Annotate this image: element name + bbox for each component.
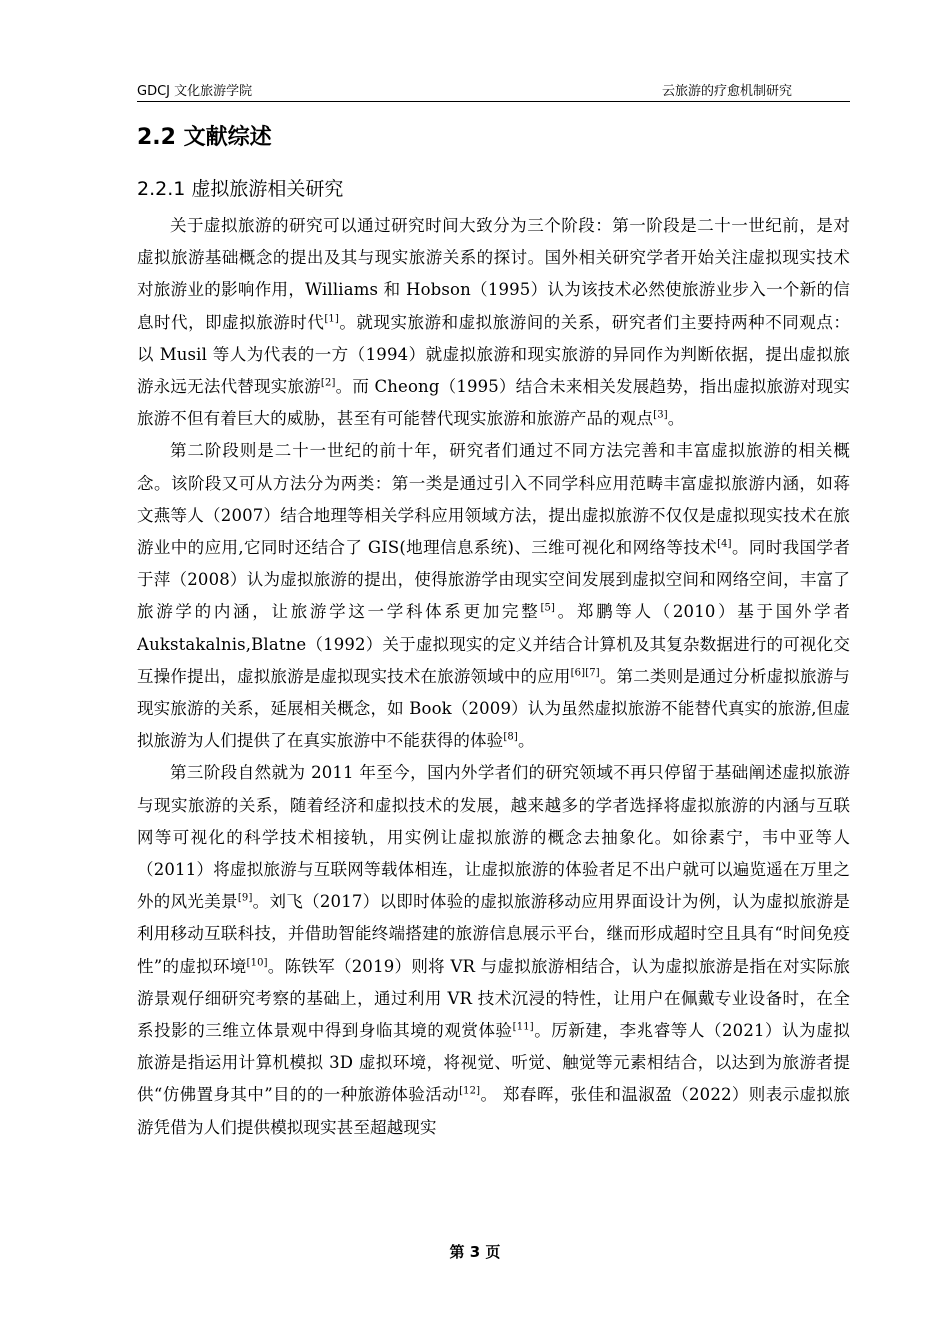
paragraph-3: 第三阶段自然就为 2011 年至今，国内外学者们的研究领域不再只停留于基础阐述虚拟旅游与现实旅游的关系，随着经济和虚拟技术的发展，越来越多的学者选择将虚拟旅游的内涵与互联网等可视化的科学技术相接轨，用实例让虚拟旅游的概念去抽象化。如徐素宁，韦中亚等人（2011）将虚拟旅游与互联网等载体相连，让虚拟旅游的体验者足不出户就可以遍览遥在万里之外的风光美景[9]。刘飞（2017）以即时体验的虚拟旅游移动应用界面设计为例，认为虚拟旅游是利用移动互联科技，并借助智能终端搭建的旅游信息展示平台，继而形成超时空且具有“时间免疫性”的虚拟环境[10]。陈铁军（2019）则将 VR 与虚拟旅游相结合，认为虚拟旅游是指在对实际旅游景观仔细研究考察的基础上，通过利用 VR 技术沉浸的特性，让用户在佩戴专业设备时，在全系投影的三维立体景观中得到身临其境的观赏体验[11]。厉新建，李兆睿等人（2021）认为虚拟旅游是指运用计算机模拟 3D 虚拟环境，将视觉、听觉、触觉等元素相结合，以达到为旅游者提供“仿佛置身其中”目的的一种旅游体验活动[12]。 郑春晖，张佳和温淑盈（2022）则表示虚拟旅游凭借为人们提供模拟现实甚至超越现实 [137,763,850,1137]
citation-marker: [5] [540,602,556,614]
citation-marker: [1] [324,313,339,325]
citation-marker: [10] [246,957,268,969]
header-title: 云旅游的疗愈机制研究 [661,84,792,99]
running-header [137,78,850,100]
citation-marker: [8] [503,731,518,743]
citation-marker: [3] [653,409,668,421]
header-institution: GDCJ 文化旅游学院 [137,84,253,99]
header-divider [137,101,850,102]
citation-marker: [12] [459,1085,481,1097]
page-number: 第 3 页 [449,1243,501,1261]
section-heading: 2.2 文献综述 [137,125,272,150]
citation-marker: [4] [717,538,732,550]
citation-marker: [7] [585,667,600,679]
citation-marker: [11] [512,1021,534,1033]
body-text [137,210,850,1144]
paragraph-1: 关于虚拟旅游的研究可以通过研究时间大致分为三个阶段：第一阶段是二十一世纪前，是对虚拟旅游基础概念的提出及其与现实旅游关系的探讨。国外相关研究学者开始关注虚拟现实技术对旅游业的影响作用，Williams 和 Hobson（1995）认为该技术必然使旅游业步入一个新的信息时代，即虚拟旅游时代[1]。就现实旅游和虚拟旅游间的关系，研究者们主要持两种不同观点：以 Musil 等人为代表的一方（1994）就虚拟旅游和现实旅游的异同作为判断依据，提出虚拟旅游永远无法代替现实旅游[2]。而 Cheong（1995）结合未来相关发展趋势，指出虚拟旅游对现实旅游不但有着巨大的威胁，甚至有可能替代现实旅游和旅游产品的观点[3]。 [137,216,851,429]
citation-marker: [2] [320,377,336,389]
paragraph-2: 第二阶段则是二十一世纪的前十年，研究者们通过不同方法完善和丰富虚拟旅游的相关概念。该阶段又可从方法分为两类：第一类是通过引入不同学科应用范畴丰富虚拟旅游内涵，如蒋文燕等人（2007）结合地理等相关学科应用领域方法，提出虚拟旅游不仅仅是虚拟现实技术在旅游业中的应用,它同时还结合了 GIS(地理信息系统)、三维可视化和网络等技术[4]。同时我国学者于萍（2008）认为虚拟旅游的提出，使得旅游学由现实空间发展到虚拟空间和网络空间，丰富了旅游学的内涵，让旅游学这一学科体系更加完整[5]。郑鹏等人（2010）基于国外学者 Aukstakalnis,Blatne（1992）关于虚拟现实的定义并结合计算机及其复杂数据进行的可视化交互操作提出，虚拟旅游是虚拟现实技术在旅游领域中的应用[6][7]。第二类则是通过分析虚拟旅游与现实旅游的关系，延展相关概念，如 Book（2009）认为虽然虚拟旅游不能替代真实的旅游,但虚拟旅游为人们提供了在真实旅游中不能获得的体验[8]。 [137,441,850,751]
subsection-heading: 2.2.1 虚拟旅游相关研究 [137,178,344,200]
citation-marker: [6] [570,667,586,679]
citation-marker: [9] [237,892,253,904]
